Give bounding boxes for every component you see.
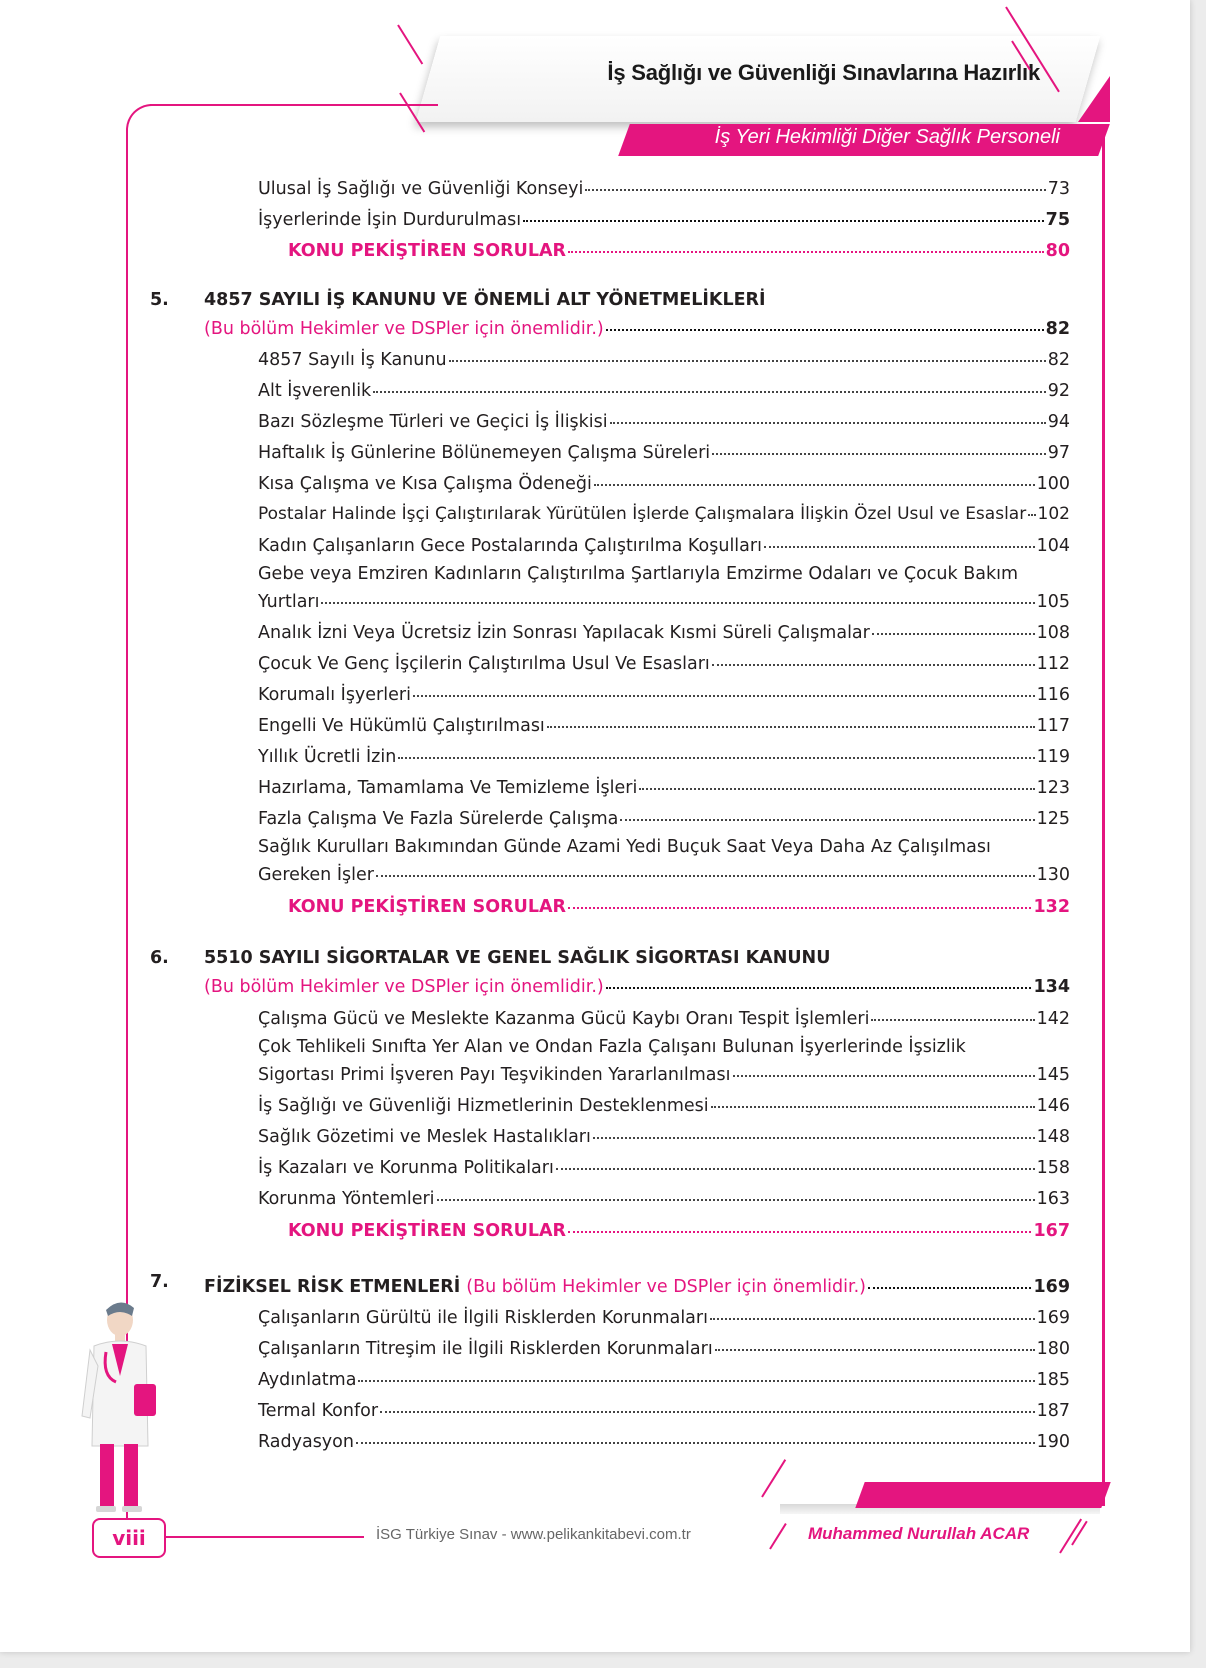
toc-entry-line[interactable]: Sağlık Kurulları Bakımından Günde Azami Yedi Buçuk Saat Veya Daha Az Çalışılması [258, 837, 991, 857]
toc-entry[interactable]: Yıllık Ücretli İzin 119 [258, 742, 1070, 768]
toc-entry[interactable]: Çalışma Gücü ve Meslekte Kazanma Gücü Kaybı Oranı Tespit İşlemleri 142 [258, 1004, 1070, 1030]
header-accent-triangle [1078, 76, 1110, 122]
toc-entry[interactable]: Termal Konfor 187 [258, 1396, 1070, 1422]
toc-entry[interactable]: Analık İzni Veya Ücretsiz İzin Sonrası Yapılacak Kısmi Süreli Çalışmalar 108 [258, 618, 1070, 644]
toc-entry[interactable]: Fazla Çalışma Ve Fazla Sürelerde Çalışma 125 [258, 804, 1070, 830]
footer-line [164, 1536, 364, 1538]
toc-entry-line[interactable]: Çok Tehlikeli Sınıfta Yer Alan ve Ondan Fazla Çalışanı Bulunan İşyerlerinde İşsizlik [258, 1037, 966, 1057]
toc-entry[interactable]: Haftalık İş Günlerine Bölünemeyen Çalışma Süreleri 97 [258, 438, 1070, 464]
toc-entry[interactable]: Postalar Halinde İşçi Çalıştırılarak Yürütülen İşlerde Çalışmalara İlişkin Özel Usul ve Esaslar 102 [258, 500, 1070, 525]
toc-entry[interactable]: Gereken İşler 130 [258, 860, 1070, 886]
review-questions-entry[interactable]: KONU PEKİŞTİREN SORULAR 167 [288, 1216, 1070, 1242]
toc-entry[interactable]: İş Kazaları ve Korunma Politikaları 158 [258, 1153, 1070, 1179]
toc-entry[interactable]: Korunma Yöntemleri 163 [258, 1184, 1070, 1210]
review-questions-entry[interactable]: KONU PEKİŞTİREN SORULAR 132 [288, 892, 1070, 918]
toc-entry-line[interactable]: Gebe veya Emziren Kadınların Çalıştırılma Şartlarıyla Emzirme Odaları ve Çocuk Bakım [258, 564, 1018, 584]
page-number: viii [92, 1518, 166, 1558]
toc-entry[interactable]: Yurtları 105 [258, 587, 1070, 613]
toc-entry[interactable]: İş Sağlığı ve Güvenliği Hizmetlerinin Desteklenmesi 146 [258, 1091, 1070, 1117]
footer-deco-line [769, 1523, 787, 1550]
toc-entry[interactable]: Çalışanların Titreşim ile İlgili Risklerden Korunmaları 180 [258, 1334, 1070, 1360]
toc-entry[interactable]: Kısa Çalışma ve Kısa Çalışma Ödeneği 100 [258, 469, 1070, 495]
toc-entry[interactable]: Aydınlatma 185 [258, 1365, 1070, 1391]
toc-entry[interactable]: Engelli Ve Hükümlü Çalıştırılması 117 [258, 711, 1070, 737]
section-title-row[interactable]: FİZİKSEL RİSK ETMENLERİ (Bu bölüm Hekimler ve DSPler için önemlidir.) 169 [204, 1272, 1070, 1298]
toc-entry[interactable]: Sağlık Gözetimi ve Meslek Hastalıkları 148 [258, 1122, 1070, 1148]
toc-entry[interactable]: Radyasyon 190 [258, 1427, 1070, 1453]
footer-author: Muhammed Nurullah ACAR [808, 1524, 1030, 1543]
section-number: 5. [150, 290, 169, 310]
book-subtitle: İş Yeri Hekimliği Diğer Sağlık Personeli [714, 126, 1060, 148]
doctor-illustration [76, 1296, 166, 1516]
footer-deco-line [1071, 1521, 1088, 1546]
section-title: FİZİKSEL RİSK ETMENLERİ [204, 1276, 461, 1297]
toc-entry[interactable]: Hazırlama, Tamamlama Ve Temizleme İşleri 123 [258, 773, 1070, 799]
section-note-row[interactable]: (Bu bölüm Hekimler ve DSPler için önemlidir.) 82 [204, 314, 1070, 340]
section-title[interactable]: 4857 SAYILI İŞ KANUNU VE ÖNEMLİ ALT YÖNETMELİKLERİ [204, 290, 766, 310]
page-frame-top [150, 104, 438, 106]
section-note-row[interactable]: (Bu bölüm Hekimler ve DSPler için önemlidir.) 134 [204, 972, 1070, 998]
toc-entry[interactable]: İşyerlerinde İşin Durdurulması 75 [258, 205, 1070, 231]
toc-entry[interactable]: Çocuk Ve Genç İşçilerin Çalıştırılma Usul Ve Esasları 112 [258, 649, 1070, 675]
footer-website[interactable]: İSG Türkiye Sınav - www.pelikankitabevi.com.tr [376, 1526, 691, 1543]
toc-entry[interactable]: Alt İşverenlik 92 [258, 376, 1070, 402]
section-number: 6. [150, 948, 169, 968]
toc-entry[interactable]: Ulusal İş Sağlığı ve Güvenliği Konseyi 73 [258, 174, 1070, 200]
toc-entry[interactable]: Kadın Çalışanların Gece Postalarında Çalıştırılma Koşulları 104 [258, 531, 1070, 557]
page-frame-right [1102, 130, 1105, 1506]
book-title: İş Sağlığı ve Güvenliği Sınavlarına Hazırlık [607, 60, 1040, 85]
toc-entry[interactable]: Bazı Sözleşme Türleri ve Geçici İş İlişkisi 94 [258, 407, 1070, 433]
toc-entry[interactable]: Korumalı İşyerleri 116 [258, 680, 1070, 706]
footer-accent-bar [855, 1482, 1110, 1508]
header-deco-line [397, 24, 423, 64]
footer-deco-line [761, 1459, 786, 1497]
toc-entry[interactable]: Çalışanların Gürültü ile İlgili Risklerden Korunmaları 169 [258, 1303, 1070, 1329]
section-title[interactable]: 5510 SAYILI SİGORTALAR VE GENEL SAĞLIK SİGORTASI KANUNU [204, 948, 831, 968]
toc-entry[interactable]: 4857 Sayılı İş Kanunu 82 [258, 345, 1070, 371]
section-number: 7. [150, 1272, 169, 1292]
review-questions-entry[interactable]: KONU PEKİŞTİREN SORULAR 80 [288, 236, 1070, 262]
toc-entry[interactable]: Sigortası Primi İşveren Payı Teşvikinden Yararlanılması 145 [258, 1060, 1070, 1086]
